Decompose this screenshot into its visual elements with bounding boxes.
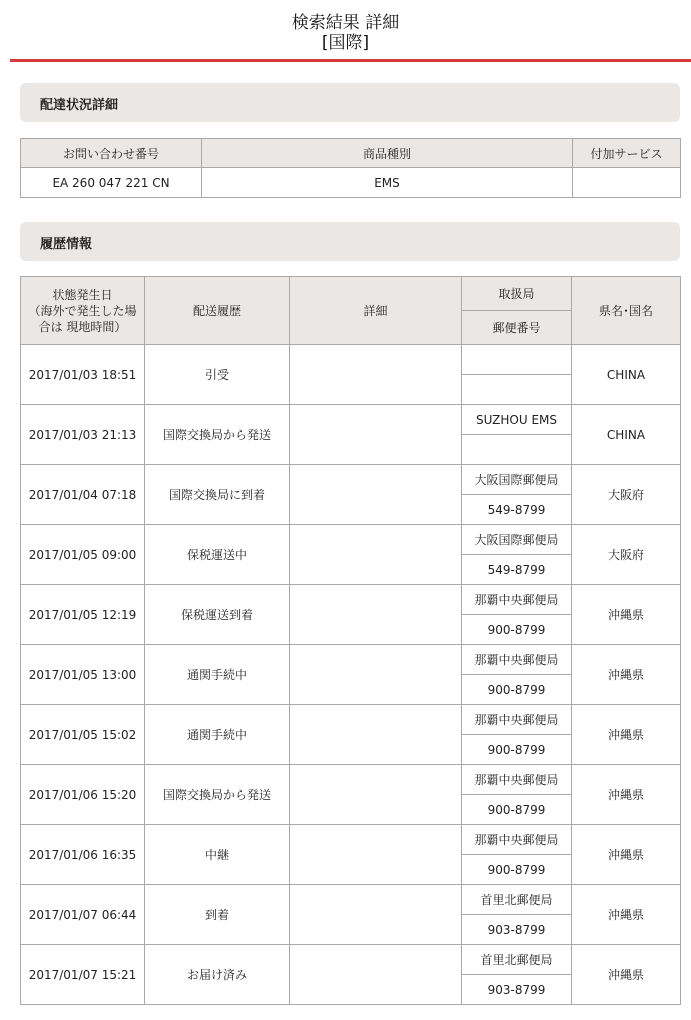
table-row [21, 585, 681, 615]
history-date: 2017/01/05 15:02 [21, 705, 145, 765]
history-date: 2017/01/03 18:51 [21, 345, 145, 405]
history-detail [290, 465, 462, 525]
history-office: 那覇中央郵便局 [462, 825, 572, 855]
history-region: 沖縄県 [572, 645, 681, 705]
history-office: 首里北郵便局 [462, 885, 572, 915]
history-postal-code: 900-8799 [462, 615, 572, 645]
summary-data-row [21, 168, 681, 198]
page-title: 検索結果 詳細 [291, 13, 400, 33]
table-row [21, 345, 681, 375]
history-postal-code: 900-8799 [462, 855, 572, 885]
history-header-row [21, 277, 681, 311]
history-region: CHINA [572, 405, 681, 465]
history-office: 那覇中央郵便局 [462, 585, 572, 615]
history-date: 2017/01/05 12:19 [21, 585, 145, 645]
history-status: 中継 [145, 825, 290, 885]
history-region: 大阪府 [572, 525, 681, 585]
history-office: 那覇中央郵便局 [462, 765, 572, 795]
history-table [20, 276, 681, 1005]
history-date: 2017/01/05 13:00 [21, 645, 145, 705]
history-status: 通関手続中 [145, 705, 290, 765]
history-date: 2017/01/04 07:18 [21, 465, 145, 525]
header-additional-service: 付加サービス [573, 139, 681, 168]
history-body [21, 345, 681, 1005]
history-date: 2017/01/03 21:13 [21, 405, 145, 465]
header-divider [10, 59, 691, 62]
history-detail [290, 945, 462, 1005]
history-detail [290, 765, 462, 825]
header-tracking-number: お問い合わせ番号 [21, 139, 202, 168]
header-detail: 詳細 [290, 277, 462, 345]
history-date: 2017/01/06 16:35 [21, 825, 145, 885]
history-postal-code: 900-8799 [462, 735, 572, 765]
section-delivery-status [20, 83, 680, 122]
history-status: 保税運送到着 [145, 585, 290, 645]
history-region: 沖縄県 [572, 825, 681, 885]
header-region: 県名･国名 [572, 277, 681, 345]
section-history-info [20, 222, 680, 261]
history-region: 沖縄県 [572, 585, 681, 645]
history-office: 那覇中央郵便局 [462, 645, 572, 675]
history-office: 首里北郵便局 [462, 945, 572, 975]
table-row [21, 645, 681, 675]
table-row [21, 405, 681, 435]
history-office: 大阪国際郵便局 [462, 465, 572, 495]
header-postal-code: 郵便番号 [462, 311, 572, 345]
page-subtitle: [国際] [321, 33, 370, 53]
history-postal-code: 549-8799 [462, 555, 572, 585]
history-detail [290, 405, 462, 465]
history-postal-code: 549-8799 [462, 495, 572, 525]
history-status: 通関手続中 [145, 645, 290, 705]
history-detail [290, 525, 462, 585]
section-title-history-info: 履歴情報 [40, 237, 93, 252]
header-status: 配送履歴 [145, 277, 290, 345]
summary-header-row [21, 139, 681, 168]
history-date: 2017/01/07 06:44 [21, 885, 145, 945]
history-region: 沖縄県 [572, 705, 681, 765]
history-date: 2017/01/05 09:00 [21, 525, 145, 585]
table-row [21, 765, 681, 795]
history-office: 大阪国際郵便局 [462, 525, 572, 555]
history-office [462, 345, 572, 375]
history-date: 2017/01/06 15:20 [21, 765, 145, 825]
history-detail [290, 585, 462, 645]
history-status: 到着 [145, 885, 290, 945]
additional-service [573, 168, 681, 198]
history-postal-code: 900-8799 [462, 795, 572, 825]
history-region: 沖縄県 [572, 765, 681, 825]
table-row [21, 705, 681, 735]
history-status: 国際交換局に到着 [145, 465, 290, 525]
history-detail [290, 705, 462, 765]
history-detail [290, 345, 462, 405]
history-date: 2017/01/07 15:21 [21, 945, 145, 1005]
table-row [21, 525, 681, 555]
product-type: EMS [202, 168, 573, 198]
summary-table [20, 138, 681, 198]
section-title-delivery-status: 配達状況詳細 [40, 98, 119, 113]
history-postal-code: 900-8799 [462, 675, 572, 705]
history-postal-code: 903-8799 [462, 915, 572, 945]
page-header [0, 0, 691, 63]
history-status: 国際交換局から発送 [145, 765, 290, 825]
table-row [21, 945, 681, 975]
history-detail [290, 885, 462, 945]
history-postal-code [462, 435, 572, 465]
table-row [21, 825, 681, 855]
history-status: お届け済み [145, 945, 290, 1005]
history-region: 沖縄県 [572, 885, 681, 945]
history-detail [290, 645, 462, 705]
history-region: CHINA [572, 345, 681, 405]
history-region: 沖縄県 [572, 945, 681, 1005]
history-postal-code [462, 375, 572, 405]
header-product-type: 商品種別 [202, 139, 573, 168]
tracking-number: EA 260 047 221 CN [21, 168, 202, 198]
header-date: 状態発生日 （海外で発生した場 合は 現地時間） [21, 277, 145, 345]
table-row [21, 465, 681, 495]
history-status: 国際交換局から発送 [145, 405, 290, 465]
history-status: 保税運送中 [145, 525, 290, 585]
history-postal-code: 903-8799 [462, 975, 572, 1005]
history-region: 大阪府 [572, 465, 681, 525]
history-office: SUZHOU EMS [462, 405, 572, 435]
history-status: 引受 [145, 345, 290, 405]
table-row [21, 885, 681, 915]
history-detail [290, 825, 462, 885]
header-office: 取扱局 [462, 277, 572, 311]
history-office: 那覇中央郵便局 [462, 705, 572, 735]
